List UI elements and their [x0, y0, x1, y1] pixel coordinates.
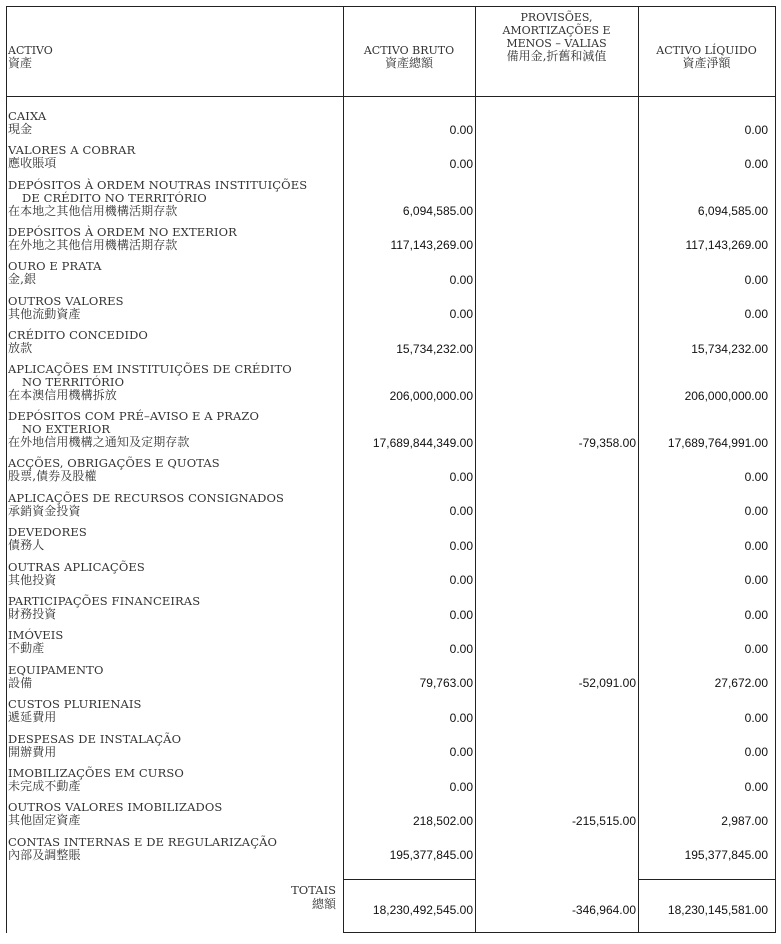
row-label [8, 179, 307, 218]
row-label-zh: 其他投資 [8, 572, 57, 587]
header-provisoes: PROVISÕES, AMORTIZAÇÕES E MENOS – VALIAS 備用金,折舊和減值 [502, 11, 611, 63]
value-liquido: 0.00 [744, 607, 768, 622]
totals-rule-bruto [343, 879, 475, 880]
row-label [8, 767, 184, 793]
table-top-border [6, 6, 776, 7]
row-label-pt: APLICAÇÕES DE RECURSOS CONSIGNADOS [8, 490, 284, 505]
row-label-pt: DE CRÉDITO NO TERRITÓRIO [22, 190, 207, 205]
value-bruto: 0.00 [449, 272, 473, 287]
row-label-pt: OURO E PRATA [8, 259, 102, 274]
value-bruto: 0.00 [449, 538, 473, 553]
row-label [8, 492, 284, 518]
row-label-pt: DESPESAS DE INSTALAÇÃO [8, 731, 182, 746]
row-label-zh: 股票,債券及股權 [8, 469, 97, 484]
row-label-zh: 放款 [8, 341, 33, 355]
total-provisoes: -346,964.00 [571, 903, 636, 917]
row-label-pt: VALORES A COBRAR [8, 143, 136, 158]
value-liquido: 0.00 [744, 307, 768, 322]
right-border [775, 6, 776, 933]
row-label [8, 629, 63, 655]
row-label [8, 329, 148, 355]
row-label-pt: OUTROS VALORES [8, 293, 124, 308]
value-bruto: 0.00 [449, 710, 473, 725]
left-border [6, 6, 7, 933]
row-label [8, 698, 142, 724]
row-label [8, 733, 181, 759]
row-label-zh: 承銷資金投資 [8, 503, 81, 518]
value-liquido: 15,734,232.00 [691, 341, 768, 356]
value-liquido: 0.00 [744, 157, 768, 171]
value-liquido: 0.00 [744, 504, 768, 519]
col-divider-1 [343, 6, 344, 933]
row-label [8, 410, 259, 449]
row-label-pt: DEPÓSITOS À ORDEM NOUTRAS INSTITUIÇÕES [8, 177, 308, 192]
value-liquido: 206,000,000.00 [684, 388, 768, 403]
value-bruto: 0.00 [449, 642, 473, 656]
row-label-zh: 在本澳信用機構拆放 [8, 388, 117, 403]
row-label-pt: DEPÓSITOS COM PRÉ–AVISO E A PRAZO [8, 409, 260, 424]
row-label-zh: 其他固定資產 [8, 813, 81, 828]
row-label-pt: OUTROS VALORES IMOBILIZADOS [8, 800, 223, 815]
row-label-zh: 不動產 [8, 641, 45, 656]
value-bruto: 6,094,585.00 [402, 204, 473, 218]
header-activo-liquido: ACTIVO LÍQUIDO 資產淨額 [656, 44, 757, 70]
table-bottom-border [343, 932, 776, 933]
row-label [8, 801, 222, 827]
total-liquido: 18,230,145,581.00 [667, 903, 768, 917]
row-label-pt: CRÉDITO CONCEDIDO [8, 328, 148, 342]
value-provisoes: -215,515.00 [571, 814, 636, 828]
row-label [8, 110, 46, 136]
value-liquido: 0.00 [744, 538, 768, 553]
row-label [8, 561, 145, 587]
row-label-pt: ACÇÕES, OBRIGAÇÕES E QUOTAS [8, 456, 220, 471]
row-label [8, 526, 87, 552]
totals-label: TOTAIS 總額 [291, 883, 336, 911]
row-label-pt: IMÓVEIS [8, 628, 64, 643]
row-label-zh: 應收賬項 [8, 156, 57, 171]
row-label [8, 457, 220, 483]
row-label-zh: 在外地之其他信用機構活期存款 [8, 237, 178, 252]
balance-sheet-table [6, 6, 776, 933]
value-liquido: 0.00 [744, 573, 768, 588]
row-label [8, 144, 135, 170]
row-label [8, 836, 277, 862]
row-label-pt: PARTICIPAÇÕES FINANCEIRAS [8, 594, 201, 608]
row-label-pt: NO EXTERIOR [22, 422, 111, 437]
value-liquido: 117,143,269.00 [685, 238, 768, 253]
value-liquido: 0.00 [744, 470, 768, 484]
value-bruto: 79,763.00 [419, 676, 473, 691]
value-bruto: 195,377,845.00 [389, 848, 473, 863]
row-label [8, 295, 124, 321]
row-label [8, 226, 237, 252]
row-label-zh: 金,銀 [8, 272, 37, 287]
header-activo-bruto: ACTIVO BRUTO 資產總額 [363, 44, 455, 70]
value-liquido: 2,987.00 [721, 814, 768, 828]
value-bruto: 0.00 [449, 122, 473, 137]
row-label-zh: 財務投資 [8, 607, 57, 621]
row-label-pt: OUTRAS APLICAÇÕES [8, 559, 145, 574]
total-bruto: 18,230,492,545.00 [372, 903, 473, 917]
col-divider-2 [475, 6, 476, 933]
row-label [8, 260, 102, 286]
value-bruto: 0.00 [449, 779, 473, 794]
value-bruto: 0.00 [449, 573, 473, 588]
row-label-pt: CUSTOS PLURIENAIS [8, 697, 142, 712]
row-label-zh: 遞延費用 [8, 710, 57, 725]
value-liquido: 0.00 [744, 272, 768, 287]
value-bruto: 0.00 [449, 157, 473, 171]
header-activo: ACTIVO 資產 [8, 44, 53, 70]
col-divider-3 [638, 6, 639, 933]
value-bruto: 218,502.00 [412, 814, 473, 828]
value-liquido: 0.00 [744, 779, 768, 794]
value-bruto: 17,689,844,349.00 [372, 435, 473, 450]
row-label-pt: EQUIPAMENTO [8, 662, 104, 677]
row-label [8, 664, 103, 690]
row-label-zh: 在本地之其他信用機構活期存款 [8, 203, 178, 218]
row-label-pt: DEPÓSITOS À ORDEM NO EXTERIOR [8, 224, 237, 239]
totals-rule-liquido [638, 879, 775, 880]
row-label-zh: 未完成不動產 [8, 779, 81, 793]
value-liquido: 0.00 [744, 122, 768, 137]
row-label-pt: DEVEDORES [8, 525, 87, 540]
value-liquido: 6,094,585.00 [697, 204, 768, 218]
row-label-pt: APLICAÇÕES EM INSTITUIÇÕES DE CRÉDITO [8, 362, 292, 377]
row-label-pt: CAIXA [8, 109, 47, 123]
header-divider [6, 96, 776, 97]
value-provisoes: -79,358.00 [578, 435, 636, 450]
value-bruto: 0.00 [449, 470, 473, 484]
row-label-zh: 在外地信用機構之通知及定期存款 [8, 435, 190, 450]
row-label-zh: 內部及調整賬 [8, 847, 81, 862]
value-liquido: 27,672.00 [714, 676, 768, 691]
value-bruto: 0.00 [449, 307, 473, 322]
value-bruto: 15,734,232.00 [396, 341, 473, 356]
row-label-zh: 其他流動資產 [8, 306, 81, 321]
value-liquido: 0.00 [744, 710, 768, 725]
row-label [8, 595, 200, 621]
value-provisoes: -52,091.00 [578, 676, 636, 691]
value-liquido: 195,377,845.00 [684, 848, 768, 863]
row-label-zh: 現金 [8, 122, 33, 136]
value-bruto: 0.00 [449, 745, 473, 760]
value-bruto: 0.00 [449, 607, 473, 622]
row-label-pt: IMOBILIZAÇÕES EM CURSO [8, 766, 184, 780]
row-label-zh: 設備 [8, 675, 33, 690]
value-bruto: 206,000,000.00 [389, 388, 473, 403]
value-liquido: 0.00 [744, 745, 768, 760]
value-bruto: 0.00 [449, 504, 473, 519]
row-label-zh: 開辦費用 [8, 744, 57, 759]
value-bruto: 117,143,269.00 [390, 238, 473, 253]
row-label-zh: 債務人 [8, 538, 45, 553]
row-label-pt: CONTAS INTERNAS E DE REGULARIZAÇÃO [8, 834, 278, 849]
row-label-pt: NO TERRITÓRIO [22, 375, 125, 390]
row-label [8, 363, 292, 402]
value-liquido: 17,689,764,991.00 [667, 435, 768, 450]
value-liquido: 0.00 [744, 642, 768, 656]
